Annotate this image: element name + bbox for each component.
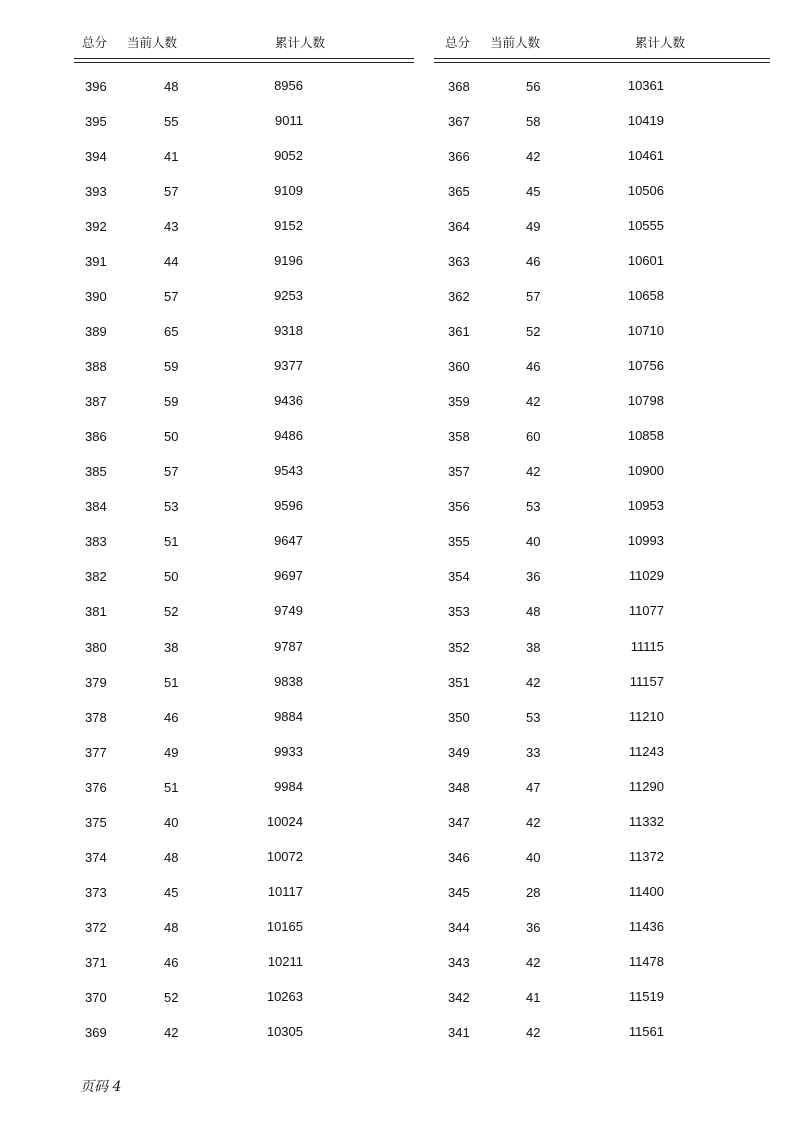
table-row [74,289,414,324]
cumulative-count-cell: 10858 [627,428,664,444]
current-count-cell: 46 [526,254,541,270]
score-cell: 343 [448,954,470,970]
table-row [74,254,414,289]
header-rule-top [434,58,770,59]
current-count-cell: 28 [526,884,541,900]
cumulative-count-cell: 11400 [628,883,664,899]
score-cell: 353 [448,604,470,620]
score-cell: 352 [448,639,470,655]
cumulative-count-cell: 10211 [267,953,303,969]
current-count-cell: 52 [526,324,541,340]
score-cell: 345 [448,884,470,900]
current-count-cell: 53 [164,499,179,515]
current-count-cell: 49 [526,219,541,235]
table-row [74,780,414,815]
current-count-cell: 51 [164,779,179,795]
header-score: 总分 [82,35,108,50]
cumulative-count-cell: 11115 [630,638,664,654]
table-row [74,1025,414,1060]
cumulative-count-cell: 11478 [628,953,664,969]
current-count-cell: 46 [164,709,179,725]
score-cell: 393 [85,184,107,200]
cumulative-count-cell: 11243 [628,743,664,759]
score-cell: 382 [85,569,107,585]
score-cell: 384 [85,499,107,515]
cumulative-count-cell: 11077 [628,603,664,619]
header-cumulative-count: 累计人数 [275,35,326,50]
current-count-cell: 48 [164,919,179,935]
score-cell: 392 [85,219,107,235]
cumulative-count-cell: 9436 [274,393,303,409]
table-row [434,114,770,149]
cumulative-count-cell: 10305 [266,1023,303,1039]
cumulative-count-cell: 10461 [627,148,664,164]
cumulative-count-cell: 11210 [628,708,664,724]
current-count-cell: 50 [164,429,179,445]
header-score: 总分 [445,35,471,50]
cumulative-count-cell: 11372 [628,848,664,864]
score-cell: 346 [448,849,470,865]
cumulative-count-cell: 10756 [627,358,664,374]
score-cell: 347 [448,814,470,830]
current-count-cell: 38 [164,639,179,655]
current-count-cell: 53 [526,709,541,725]
cumulative-count-cell: 9984 [274,778,303,794]
current-count-cell: 52 [164,604,179,620]
table-row [434,289,770,324]
score-cell: 354 [448,569,470,585]
current-count-cell: 44 [164,254,179,270]
table-row [434,569,770,604]
current-count-cell: 40 [164,814,179,830]
table-row [434,394,770,429]
cumulative-count-cell: 9749 [274,603,303,619]
header-rule-top [74,58,414,59]
current-count-cell: 56 [526,79,541,94]
current-count-cell: 57 [164,289,179,305]
cumulative-count-cell: 10555 [627,218,664,234]
header-current-count: 当前人数 [490,35,541,50]
cumulative-count-cell: 10953 [627,498,664,514]
score-cell: 378 [85,709,107,725]
score-cell: 362 [448,289,470,305]
score-cell: 373 [85,884,107,900]
table-header [434,33,770,51]
score-cell: 394 [85,149,107,165]
cumulative-count-cell: 10361 [627,78,664,93]
table-row [434,359,770,394]
score-cell: 387 [85,394,107,410]
table-row [74,219,414,254]
score-cell: 361 [448,324,470,340]
score-cell: 366 [448,149,470,165]
score-cell: 385 [85,464,107,480]
cumulative-count-cell: 10072 [266,848,303,864]
table-row [74,640,414,675]
table-row [74,499,414,534]
current-count-cell: 57 [526,289,541,305]
table-row [74,885,414,920]
current-count-cell: 33 [526,744,541,760]
cumulative-count-cell: 9486 [274,428,303,444]
current-count-cell: 65 [164,324,179,340]
table-row [434,955,770,990]
cumulative-count-cell: 11332 [628,813,664,829]
table-body [74,79,414,1060]
current-count-cell: 53 [526,499,541,515]
table-row [434,324,770,359]
current-count-cell: 40 [526,534,541,550]
table-row [74,955,414,990]
cumulative-count-cell: 11561 [628,1023,664,1039]
cumulative-count-cell: 9253 [274,288,303,304]
cumulative-count-cell: 9543 [274,463,303,479]
cumulative-count-cell: 10658 [627,288,664,304]
cumulative-count-cell: 10601 [627,253,664,269]
table-row [434,219,770,254]
header-current-count: 当前人数 [127,35,178,50]
current-count-cell: 41 [164,149,179,165]
table-row [74,850,414,885]
table-row [434,499,770,534]
cumulative-count-cell: 9884 [274,708,303,724]
cumulative-count-cell: 10117 [267,883,303,899]
table-row [434,850,770,885]
current-count-cell: 58 [526,114,541,130]
table-row [74,394,414,429]
cumulative-count-cell: 11436 [628,918,664,934]
cumulative-count-cell: 10900 [627,463,664,479]
table-row [434,1025,770,1060]
cumulative-count-cell: 9377 [274,358,303,374]
score-cell: 351 [448,674,470,690]
current-count-cell: 38 [526,639,541,655]
current-count-cell: 42 [526,954,541,970]
table-row [74,359,414,394]
table-row [434,675,770,710]
current-count-cell: 50 [164,569,179,585]
cumulative-count-cell: 9052 [274,148,303,164]
table-header [74,33,414,51]
current-count-cell: 47 [526,779,541,795]
current-count-cell: 42 [526,464,541,480]
table-row [74,569,414,604]
table-row [74,114,414,149]
header-rule-bottom [434,62,770,63]
current-count-cell: 42 [526,394,541,410]
table-row [434,990,770,1025]
table-row [434,429,770,464]
score-cell: 368 [448,79,470,94]
score-cell: 342 [448,989,470,1005]
score-cell: 390 [85,289,107,305]
current-count-cell: 45 [526,184,541,200]
cumulative-count-cell: 9109 [274,183,303,199]
score-cell: 377 [85,744,107,760]
cumulative-count-cell: 10165 [266,918,303,934]
table-row [434,815,770,850]
current-count-cell: 55 [164,114,179,130]
cumulative-count-cell: 10993 [627,533,664,549]
score-cell: 356 [448,499,470,515]
score-cell: 371 [85,954,107,970]
table-row [434,710,770,745]
score-cell: 396 [85,79,107,94]
score-cell: 375 [85,814,107,830]
table-row [74,149,414,184]
cumulative-count-cell: 11029 [628,568,664,584]
score-cell: 355 [448,534,470,550]
cumulative-count-cell: 9838 [274,673,303,689]
table-row [434,149,770,184]
cumulative-count-cell: 9011 [275,113,303,129]
score-cell: 388 [85,359,107,375]
score-cell: 358 [448,429,470,445]
score-cell: 341 [448,1024,470,1040]
current-count-cell: 42 [526,1024,541,1040]
current-count-cell: 40 [526,849,541,865]
current-count-cell: 42 [526,149,541,165]
score-cell: 364 [448,219,470,235]
current-count-cell: 57 [164,184,179,200]
current-count-cell: 59 [164,394,179,410]
score-cell: 380 [85,639,107,655]
cumulative-count-cell: 9152 [274,218,303,234]
current-count-cell: 48 [164,849,179,865]
cumulative-count-cell: 10798 [627,393,664,409]
cumulative-count-cell: 10506 [627,183,664,199]
table-row [74,429,414,464]
table-row [74,324,414,359]
cumulative-count-cell: 8956 [274,78,303,93]
table-row [434,780,770,815]
cumulative-count-cell: 11519 [628,988,664,1004]
table-row [74,604,414,639]
score-cell: 370 [85,989,107,1005]
score-cell: 363 [448,254,470,270]
table-row [74,815,414,850]
current-count-cell: 52 [164,989,179,1005]
table-row [74,534,414,569]
score-cell: 395 [85,114,107,130]
table-row [434,920,770,955]
cumulative-count-cell: 10263 [266,988,303,1004]
table-row [74,990,414,1025]
table-row [434,745,770,780]
header-cumulative-count: 累计人数 [635,35,686,50]
current-count-cell: 45 [164,884,179,900]
table-row [74,710,414,745]
current-count-cell: 42 [526,814,541,830]
cumulative-count-cell: 9697 [274,568,303,584]
table-row [74,675,414,710]
current-count-cell: 46 [164,954,179,970]
current-count-cell: 48 [164,79,179,94]
score-cell: 389 [85,324,107,340]
table-row [434,640,770,675]
score-cell: 344 [448,919,470,935]
score-cell: 357 [448,464,470,480]
score-cell: 367 [448,114,470,130]
cumulative-count-cell: 9196 [274,253,303,269]
current-count-cell: 60 [526,429,541,445]
table-row [434,79,770,114]
score-cell: 391 [85,254,107,270]
score-cell: 365 [448,184,470,200]
score-cell: 360 [448,359,470,375]
current-count-cell: 48 [526,604,541,620]
current-count-cell: 41 [526,989,541,1005]
score-cell: 369 [85,1024,107,1040]
cumulative-count-cell: 9933 [274,743,303,759]
table-row [74,745,414,780]
score-cell: 359 [448,394,470,410]
current-count-cell: 51 [164,674,179,690]
cumulative-count-cell: 11157 [629,673,664,689]
cumulative-count-cell: 9318 [274,323,303,339]
current-count-cell: 36 [526,919,541,935]
score-cell: 350 [448,709,470,725]
table-row [434,184,770,219]
current-count-cell: 49 [164,744,179,760]
current-count-cell: 59 [164,359,179,375]
table-body [434,79,770,1060]
cumulative-count-cell: 9596 [274,498,303,514]
cumulative-count-cell: 10024 [266,813,303,829]
cumulative-count-cell: 9787 [274,638,303,654]
table-row [434,604,770,639]
score-cell: 374 [85,849,107,865]
current-count-cell: 42 [164,1024,179,1040]
current-count-cell: 42 [526,674,541,690]
score-cell: 349 [448,744,470,760]
score-cell: 383 [85,534,107,550]
cumulative-count-cell: 10419 [627,113,664,129]
current-count-cell: 43 [164,219,179,235]
table-row [74,184,414,219]
table-row [74,79,414,114]
cumulative-count-cell: 10710 [627,323,664,339]
score-cell: 372 [85,919,107,935]
cumulative-count-cell: 11290 [628,778,664,794]
score-cell: 379 [85,674,107,690]
score-cell: 348 [448,779,470,795]
header-rule-bottom [74,62,414,63]
table-row [434,254,770,289]
current-count-cell: 36 [526,569,541,585]
cumulative-count-cell: 9647 [274,533,303,549]
current-count-cell: 57 [164,464,179,480]
page-number: 页码 4 [80,1079,122,1095]
table-row [74,464,414,499]
table-row [74,920,414,955]
score-cell: 386 [85,429,107,445]
score-cell: 376 [85,779,107,795]
table-row [434,885,770,920]
current-count-cell: 51 [164,534,179,550]
table-row [434,534,770,569]
table-row [434,464,770,499]
score-cell: 381 [85,604,107,620]
current-count-cell: 46 [526,359,541,375]
